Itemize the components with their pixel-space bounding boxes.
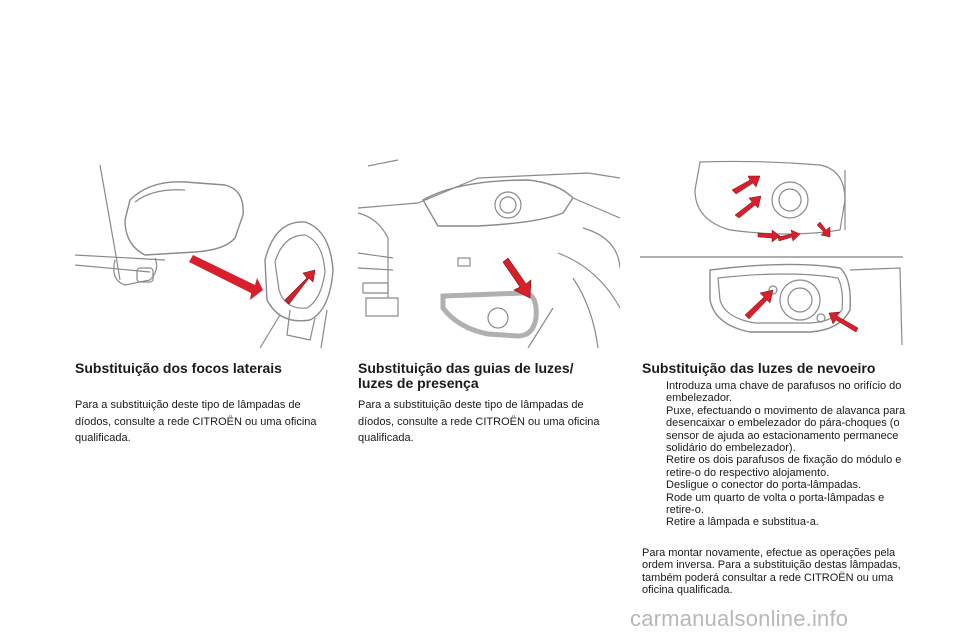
fog-lamp-illustration (640, 160, 905, 345)
watermark: carmanualsonline.info (630, 606, 849, 631)
section-title-fog-lights: Substituição das luzes de nevoeiro (642, 360, 876, 376)
section-title-daytime-lights-line2: luzes de presença (358, 375, 479, 391)
step-item: Desligue o conector do porta-lâmpadas. (666, 479, 862, 492)
step-item: Retire a lâmpada e substitua-a. (666, 516, 819, 529)
step-item: Puxe, efectuando o movimento de alavanca para desencaixar o embelezador do pára-choques (o sensor de ajuda ao estacionamento permanece solidário do embelezador). (666, 404, 906, 455)
section-title-daytime-lights-line1: Substituição das guias de luzes/ (358, 360, 574, 376)
front-bumper-led-illustration (358, 158, 620, 348)
fog-lights-steps (642, 380, 912, 529)
section-paragraph-lateral-lights: Para a substituição deste tipo de lâmpadas de díodos, consulte a rede CITROËN ou uma oficina qualificada. (75, 399, 317, 444)
fog-lights-closing-note: Para montar novamente, efectue as operações pela ordem inversa. Para a substituição destas lâmpadas, também poderá consultar a rede CITROËN ou uma oficina qualificada. (642, 547, 901, 597)
step-item: Introduza uma chave de parafusos no orifício do embelezador. (666, 380, 902, 405)
side-mirror-illustration (75, 160, 337, 348)
section-title-lateral-lights: Substituição dos focos laterais (75, 360, 282, 376)
step-item: Rode um quarto de volta o porta-lâmpadas e retire-o. (666, 491, 885, 517)
section-title-daytime-lights (358, 361, 623, 391)
section-paragraph-daytime-lights: Para a substituição deste tipo de lâmpadas de díodos, consulte a rede CITROËN ou uma oficina qualificada. (358, 399, 600, 444)
step-item: Retire os dois parafusos de fixação do módulo e retire-o do respectivo alojamento. (666, 454, 902, 479)
